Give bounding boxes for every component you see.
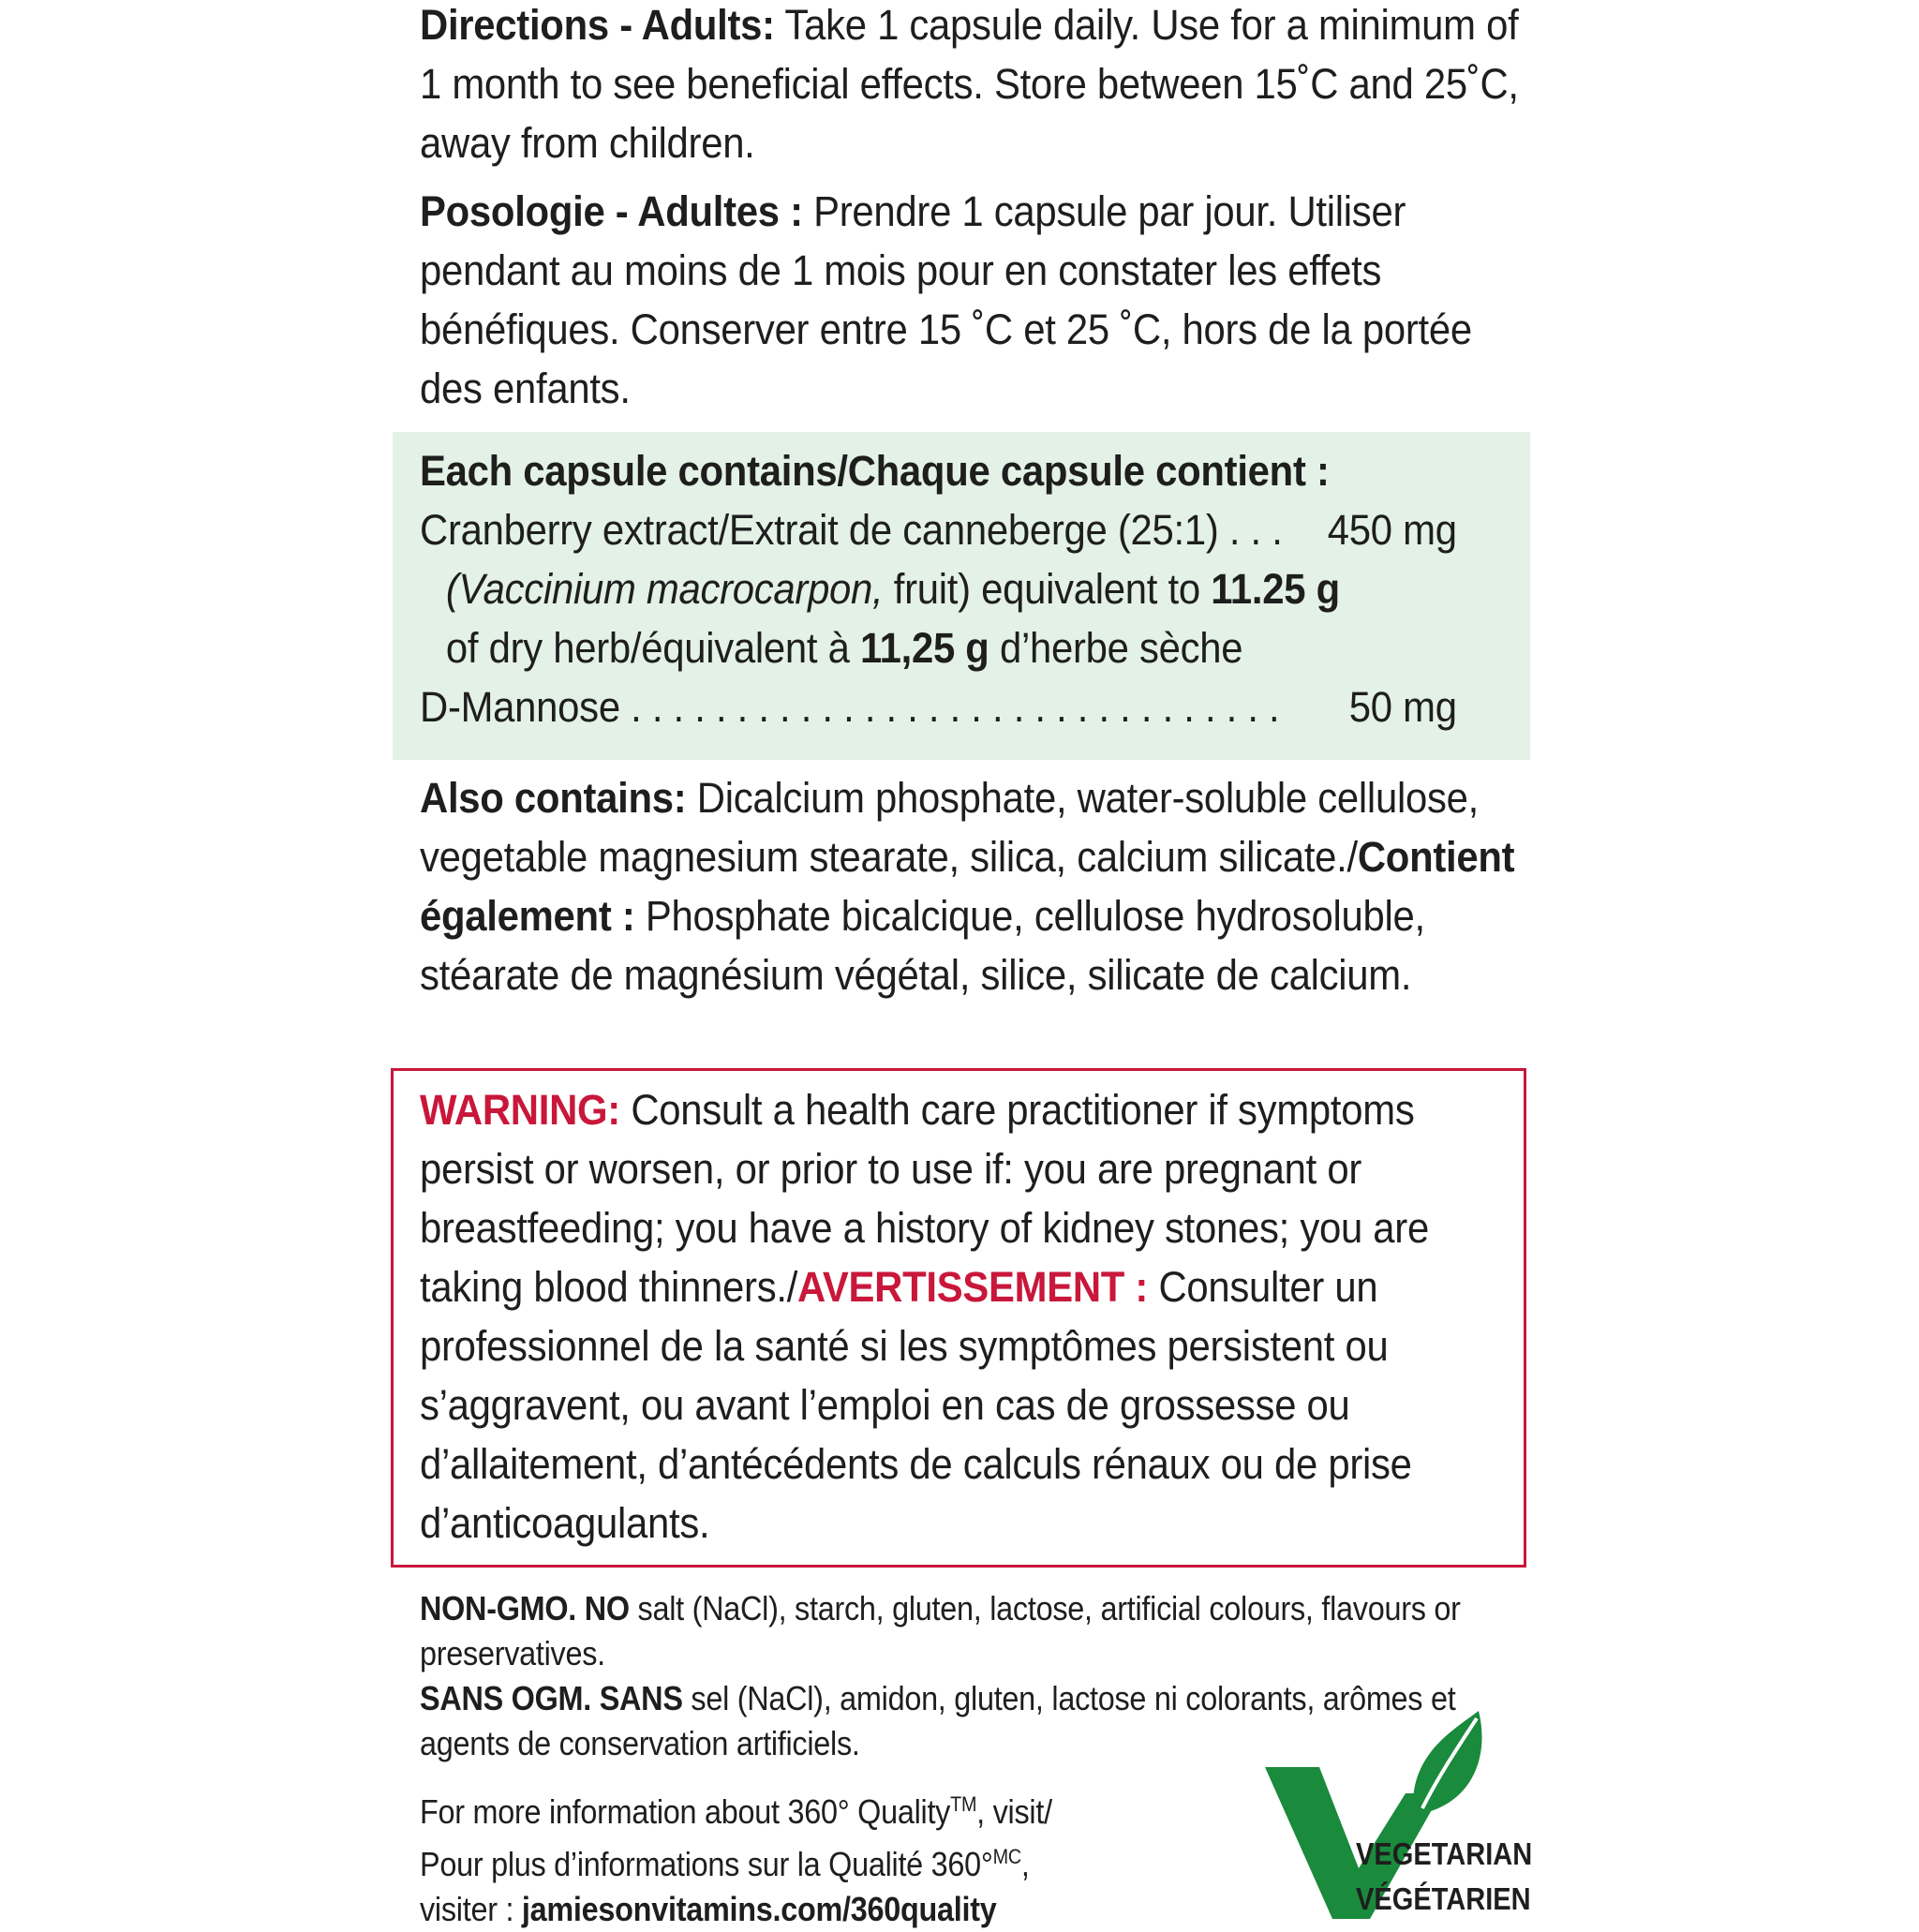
posologie-heading: Posologie - Adultes : [420, 187, 803, 235]
nongmo-heading-en: NON-GMO. NO [420, 1589, 630, 1627]
equivalent-en: 11.25 g [1211, 565, 1340, 613]
directions-body: Take 1 capsule daily. Use for a minimum of 1 month to see beneficial effects. Store between 15˚C and 25˚C, away from children. [420, 1, 1519, 167]
ingredient-row-mannose [420, 677, 1457, 736]
dry-herb-rest: d’herbe sèche [989, 624, 1243, 672]
warning-heading-en: WARNING: [420, 1086, 620, 1134]
warning-heading-fr: AVERTISSEMENT : [797, 1263, 1149, 1311]
ingredient-row-dry-herb [420, 618, 1535, 677]
ingredient-row-latin [420, 559, 1535, 618]
info-line3: visiter : [420, 1890, 522, 1928]
trademark-mark: TM [950, 1792, 977, 1816]
ingredients-heading: Each capsule contains/Chaque capsule contient : [420, 447, 1330, 495]
warning-paragraph [420, 1080, 1535, 1553]
info-line2-end: , [1020, 1845, 1030, 1883]
website-link[interactable]: jamiesonvitamins.com/360quality [521, 1890, 997, 1928]
cranberry-amount: 450 mg [1327, 506, 1457, 554]
ingredients-section [420, 441, 1535, 736]
posologie-paragraph [420, 182, 1535, 418]
nongmo-body-en: salt (NaCl), starch, gluten, lactose, artificial colours, flavours or preservatives. [420, 1589, 1461, 1672]
latin-name: (Vaccinium macrocarpon, [445, 565, 884, 613]
info-line2: Pour plus d’informations sur la Qualité 360° [420, 1845, 993, 1883]
info-line1: For more information about 360° Quality [420, 1792, 951, 1831]
also-body-en: Dicalcium phosphate, water-soluble cellulose, vegetable magnesium stearate, silica, calcium silicate./ [420, 774, 1479, 881]
directions-heading: Directions - Adults: [420, 1, 775, 49]
nongmo-body-fr: sel (NaCl), amidon, gluten, lactose ni colorants, arômes et agents de conservation artificiels. [420, 1679, 1456, 1762]
directions-paragraph [420, 0, 1535, 172]
nongmo-heading-fr: SANS OGM. SANS [420, 1679, 683, 1717]
equivalent-fr: 11,25 g [859, 624, 989, 672]
dry-herb-text: of dry herb/équivalent à [445, 624, 860, 672]
also-heading-fr: Contient également : [420, 833, 1515, 940]
latin-rest: fruit) equivalent to [883, 565, 1212, 613]
info-line1-end: , visit/ [976, 1792, 1052, 1831]
marque-de-commerce-mark: MC [992, 1845, 1021, 1868]
vegetarian-label-fr: VÉGÉTARIEN [1356, 1881, 1531, 1916]
also-body-fr: Phosphate bicalcique, cellulose hydrosoluble, stéarate de magnésium végétal, silice, silicate de calcium. [420, 892, 1425, 999]
vegetarian-label [1356, 1832, 1532, 1922]
cranberry-label: Cranberry extract/Extrait de canneberge (25:1) . . . [420, 506, 1283, 554]
mannose-amount: 50 mg [1348, 683, 1457, 731]
warning-body-en: Consult a health care practitioner if symptoms persist or worsen, or prior to use if: you are pregnant or breastfeeding; you have a history of kidney stones; you are taking blood thinners./ [420, 1086, 1429, 1311]
ingredient-row-cranberry [420, 500, 1457, 559]
warning-body-fr: Consulter un professionnel de la santé si les symptômes persistent ou s’aggravent, ou avant l’emploi en cas de grossesse ou d’allaitement, d’antécédents de calculs rénaux ou de prise d’anticoagulants. [420, 1263, 1412, 1547]
vegetarian-label-en: VEGETARIAN [1356, 1836, 1533, 1871]
also-heading-en: Also contains: [420, 774, 687, 822]
mannose-label: D-Mannose . . . . . . . . . . . . . . . . . . . . . . . . . . . . . . . [420, 683, 1280, 731]
also-contains-paragraph [420, 768, 1535, 1004]
posologie-body: Prendre 1 capsule par jour. Utiliser pendant au moins de 1 mois pour en constater les effets bénéfiques. Conserver entre 15 ˚C et 25 ˚C, hors de la portée des enfants. [420, 187, 1472, 412]
